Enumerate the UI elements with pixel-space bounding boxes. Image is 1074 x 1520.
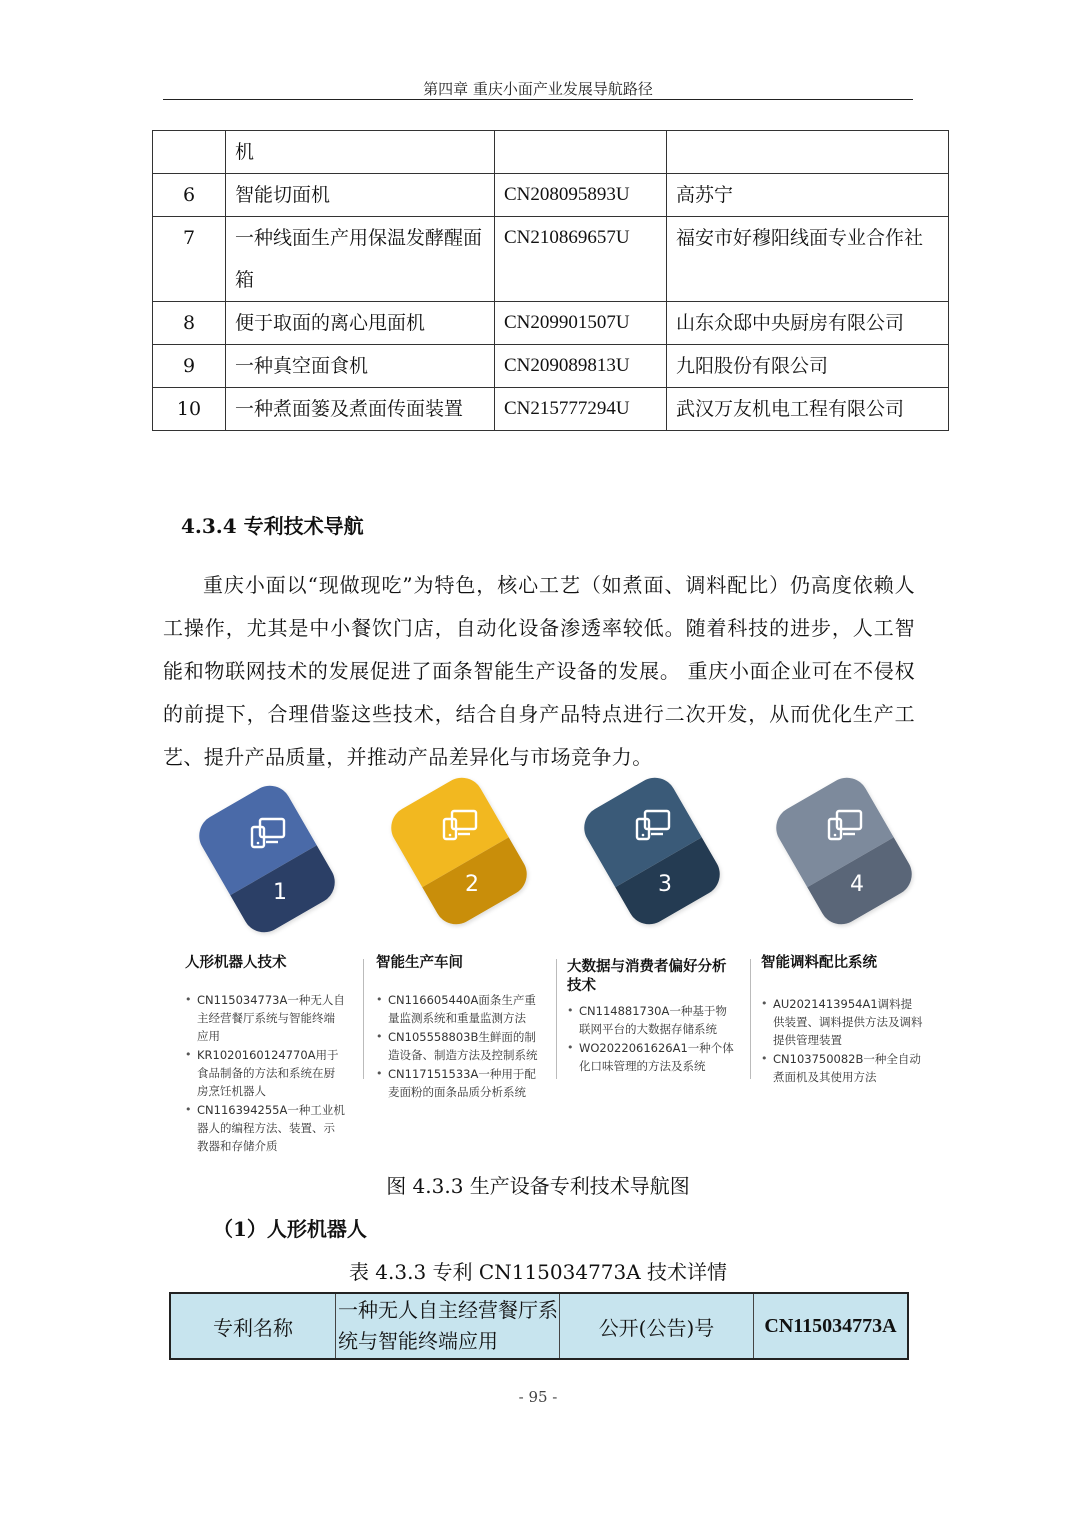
column-divider bbox=[556, 959, 557, 1079]
table-row bbox=[153, 345, 949, 388]
running-header: 第四章 重庆小面产业发展导航路径 bbox=[423, 80, 653, 98]
table-row bbox=[153, 388, 949, 431]
body-paragraph: 重庆小面以“现做现吃”为特色，核心工艺（如煮面、调料配比）仍高度依赖人工操作，尤其是中小餐饮门店，自动化设备渗透率较低。随着科技的进步，人工智能和物联网技术的发展促进了面条智能生产设备的发展。 重庆小面企业可在不侵权的前提下，合理借鉴这些技术，结合自身产品特点进行二次开发，从而优化生产工艺、提升产品质量，并推动产品差异化与市场竞争力。 bbox=[163, 573, 915, 769]
list-item: • CN115034773A一种无人自主经营餐厅系统与智能终端应用 bbox=[185, 991, 345, 1045]
patent-navigation-figure bbox=[163, 776, 923, 1161]
cell-no: 10 bbox=[153, 388, 226, 431]
devices-icon bbox=[440, 808, 480, 844]
cell-patent: CN209089813U bbox=[495, 345, 667, 388]
column-title: 大数据与消费者偏好分析技术 bbox=[567, 959, 727, 994]
devices-icon bbox=[633, 808, 673, 844]
tile-shape bbox=[191, 778, 343, 941]
list-item: • CN116394255A一种工业机器人的编程方法、装置、示教器和存储介质 bbox=[185, 1101, 345, 1155]
column-divider bbox=[363, 959, 364, 1079]
cell-owner bbox=[667, 131, 949, 174]
cell-no bbox=[153, 131, 226, 174]
column-title: 人形机器人技术 bbox=[185, 955, 287, 971]
tile-number: 1 bbox=[273, 880, 287, 905]
figure-column-2 bbox=[376, 954, 541, 1102]
devices-icon bbox=[825, 808, 865, 844]
tile-2 bbox=[385, 768, 535, 928]
tile-shape bbox=[768, 770, 920, 933]
list-item: • WO2022061626A1一种个体化口味管理的方法及系统 bbox=[567, 1039, 737, 1075]
label-patent-name: 专利名称 bbox=[170, 1293, 336, 1359]
label-publication-number: 公开(公告)号 bbox=[560, 1293, 754, 1359]
figure-column-3 bbox=[567, 958, 737, 1076]
cell-patent: CN210869657U bbox=[495, 217, 667, 302]
table-caption: 表 4.3.3 专利 CN115034773A 技术详情 bbox=[348, 1260, 728, 1284]
list-item: • KR1020160124770A用于食品制备的方法和系统在厨房烹饪机器人 bbox=[185, 1046, 345, 1100]
list-item: • CN114881730A一种基于物联网平台的大数据存储系统 bbox=[567, 1002, 737, 1038]
cell-owner: 武汉万友机电工程有限公司 bbox=[667, 388, 949, 431]
cell-name: 一种真空面食机 bbox=[226, 345, 495, 388]
value-publication-number: CN115034773A bbox=[754, 1293, 909, 1359]
header-rule bbox=[163, 99, 913, 100]
patent-detail-table bbox=[169, 1292, 909, 1360]
cell-no: 6 bbox=[153, 174, 226, 217]
column-divider bbox=[750, 959, 751, 1079]
patent-list bbox=[761, 995, 923, 1086]
table-row bbox=[153, 131, 949, 174]
page-number: - 95 - bbox=[518, 1388, 558, 1406]
tile-number: 4 bbox=[850, 872, 864, 897]
patent-list bbox=[185, 991, 345, 1155]
cell-name: 一种煮面篓及煮面传面装置 bbox=[226, 388, 495, 431]
tile-number: 3 bbox=[658, 872, 672, 897]
table-row bbox=[153, 174, 949, 217]
cell-owner: 九阳股份有限公司 bbox=[667, 345, 949, 388]
patent-list bbox=[376, 991, 541, 1101]
cell-no: 8 bbox=[153, 302, 226, 345]
figure-caption: 图 4.3.3 生产设备专利技术导航图 bbox=[386, 1174, 690, 1198]
table-row bbox=[170, 1293, 908, 1359]
devices-icon bbox=[248, 816, 288, 852]
cell-patent: CN215777294U bbox=[495, 388, 667, 431]
cell-owner: 高苏宁 bbox=[667, 174, 949, 217]
cell-owner: 福安市好穆阳线面专业合作社 bbox=[667, 217, 949, 302]
list-item: • CN103750082B一种全自动煮面机及其使用方法 bbox=[761, 1050, 923, 1086]
figure-column-4 bbox=[761, 954, 923, 1087]
cell-name: 便于取面的离心甩面机 bbox=[226, 302, 495, 345]
cell-no: 9 bbox=[153, 345, 226, 388]
column-title: 智能生产车间 bbox=[376, 955, 463, 971]
list-item: • CN117151533A一种用于配麦面粉的面条品质分析系统 bbox=[376, 1065, 541, 1101]
cell-name: 智能切面机 bbox=[226, 174, 495, 217]
tile-4 bbox=[770, 768, 920, 928]
value-patent-name: 一种无人自主经营餐厅系统与智能终端应用 bbox=[336, 1293, 560, 1359]
tile-shape bbox=[576, 770, 728, 933]
table-row bbox=[153, 302, 949, 345]
figure-column-1 bbox=[185, 954, 345, 1156]
tile-1 bbox=[193, 776, 343, 936]
list-item: • CN105558803B生鲜面的制造设备、制造方法及控制系统 bbox=[376, 1028, 541, 1064]
cell-name: 机 bbox=[226, 131, 495, 174]
cell-owner: 山东众邸中央厨房有限公司 bbox=[667, 302, 949, 345]
tile-shape bbox=[383, 770, 535, 933]
cell-no: 7 bbox=[153, 217, 226, 302]
tile-number: 2 bbox=[465, 872, 479, 897]
patent-table bbox=[152, 130, 949, 431]
table-row bbox=[153, 217, 949, 302]
list-item: • CN116605440A面条生产重量监测系统和重量监测方法 bbox=[376, 991, 541, 1027]
cell-patent: CN208095893U bbox=[495, 174, 667, 217]
tile-3 bbox=[578, 768, 728, 928]
cell-patent: CN209901507U bbox=[495, 302, 667, 345]
subsection-heading: （1）人形机器人 bbox=[213, 1217, 367, 1241]
cell-name: 一种线面生产用保温发酵醒面箱 bbox=[226, 217, 495, 302]
list-item: • AU2021413954A1调料提供装置、调料提供方法及调料提供管理装置 bbox=[761, 995, 923, 1049]
patent-list bbox=[567, 1002, 737, 1075]
section-heading: 4.3.4 专利技术导航 bbox=[181, 514, 364, 538]
column-title: 智能调料配比系统 bbox=[761, 955, 877, 971]
cell-patent bbox=[495, 131, 667, 174]
